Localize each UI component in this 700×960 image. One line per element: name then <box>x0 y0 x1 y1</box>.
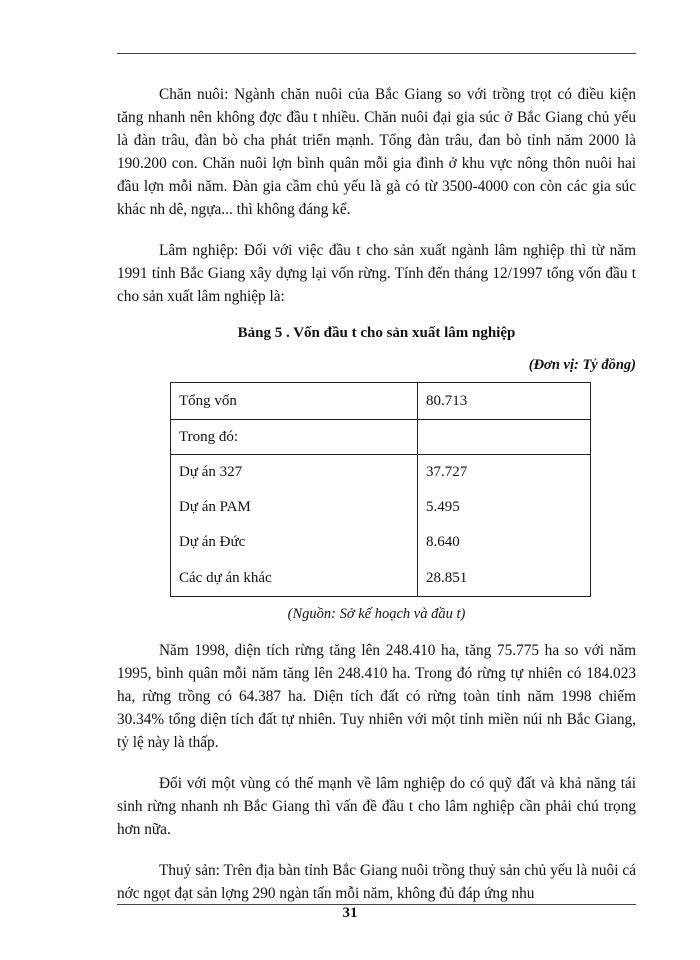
paragraph-lam-nghiep: Lâm nghiệp: Đối với việc đầu t cho sản xuất ngành lâm nghiệp thì từ năm 1991 tỉnh Bắc Giang xây dựng lại vốn rừng. Tính đến tháng 12/1997 tổng vốn đầu t cho sản xuất lâm nghiệp là: <box>117 242 636 305</box>
table-cell-label: Dự án PAM <box>171 490 418 525</box>
table-cell-label: Tổng vốn <box>171 383 418 420</box>
paragraph-nam-1998: Năm 1998, diện tích rừng tăng lên 248.410 ha, tăng 75.775 ha so với năm 1995, bình quân mỗi năm tăng lên 248.410 ha. Trong đó rừng tự nhiên có 184.023 ha, rừng trồng có 64.387 ha. Diện tích đất có rừng toàn tỉnh năm 1998 chiếm 30.34% tổng diện tích đất tự nhiên. Tuy nhiên với một tỉnh miền núi nh Bắc Giang, tỷ lệ này là thấp. <box>117 642 636 751</box>
investment-table <box>170 382 591 597</box>
table-row <box>171 525 591 560</box>
table-row <box>171 420 591 455</box>
page-number: 31 <box>342 905 358 921</box>
table-row <box>171 490 591 525</box>
table-cell-value: 80.713 <box>418 383 591 420</box>
table-cell-value <box>418 420 591 455</box>
paragraph-chan-nuoi: Chăn nuôi: Ngành chăn nuôi của Bắc Giang so với trồng trọt có điều kiện tăng nhanh nên không đợc đầu t nhiều. Chăn nuôi đại gia súc ở Bắc Giang chủ yếu là đàn trâu, đàn bò cha phát triển mạnh. Tổng đàn trâu, đan bò tỉnh năm 2000 là 190.200 con. Chăn nuôi lợn bình quân mỗi gia đình ở khu vực nông thôn nuôi hai đầu lợn mỗi năm. Đàn gia cầm chủ yếu là gà có từ 3500-4000 con còn các gia súc khác nh dê, ngựa... thì không đáng kể. <box>117 86 636 218</box>
table-row <box>171 560 591 597</box>
header-rule <box>117 53 636 54</box>
table-row <box>171 455 591 491</box>
table-cell-value: 37.727 <box>418 455 591 491</box>
paragraph-doi-voi: Đối với một vùng có thế mạnh về lâm nghiệp do có quỹ đất và khả năng tái sinh rừng nhanh nh Bắc Giang thì vấn đề đầu t cho lâm nghiệp cần phải chú trọng hơn nữa. <box>117 775 636 838</box>
table-source: (Nguồn: Sở kế hoạch và đầu t) <box>287 606 466 622</box>
table-cell-label: Các dự án khác <box>171 560 418 597</box>
table-cell-label: Trong đó: <box>171 420 418 455</box>
page-content <box>117 83 636 905</box>
table-caption: Bảng 5 . Vốn đầu t cho sản xuất lâm nghiệp <box>237 325 516 341</box>
table-cell-value: 5.495 <box>418 490 591 525</box>
table-cell-value: 8.640 <box>418 525 591 560</box>
table-cell-label: Dự án Đức <box>171 525 418 560</box>
table-cell-value: 28.851 <box>418 560 591 597</box>
table-unit: (Đơn vị: Tỷ đồng) <box>528 357 636 373</box>
table-cell-label: Dự án 327 <box>171 455 418 491</box>
table-row <box>171 383 591 420</box>
paragraph-thuy-san: Thuỷ sản: Trên địa bàn tỉnh Bắc Giang nuôi trồng thuỷ sản chủ yếu là nuôi cá nớc ngọt đạt sản lợng 290 ngàn tấn mỗi năm, không đủ đáp ứng nhu <box>117 862 636 902</box>
